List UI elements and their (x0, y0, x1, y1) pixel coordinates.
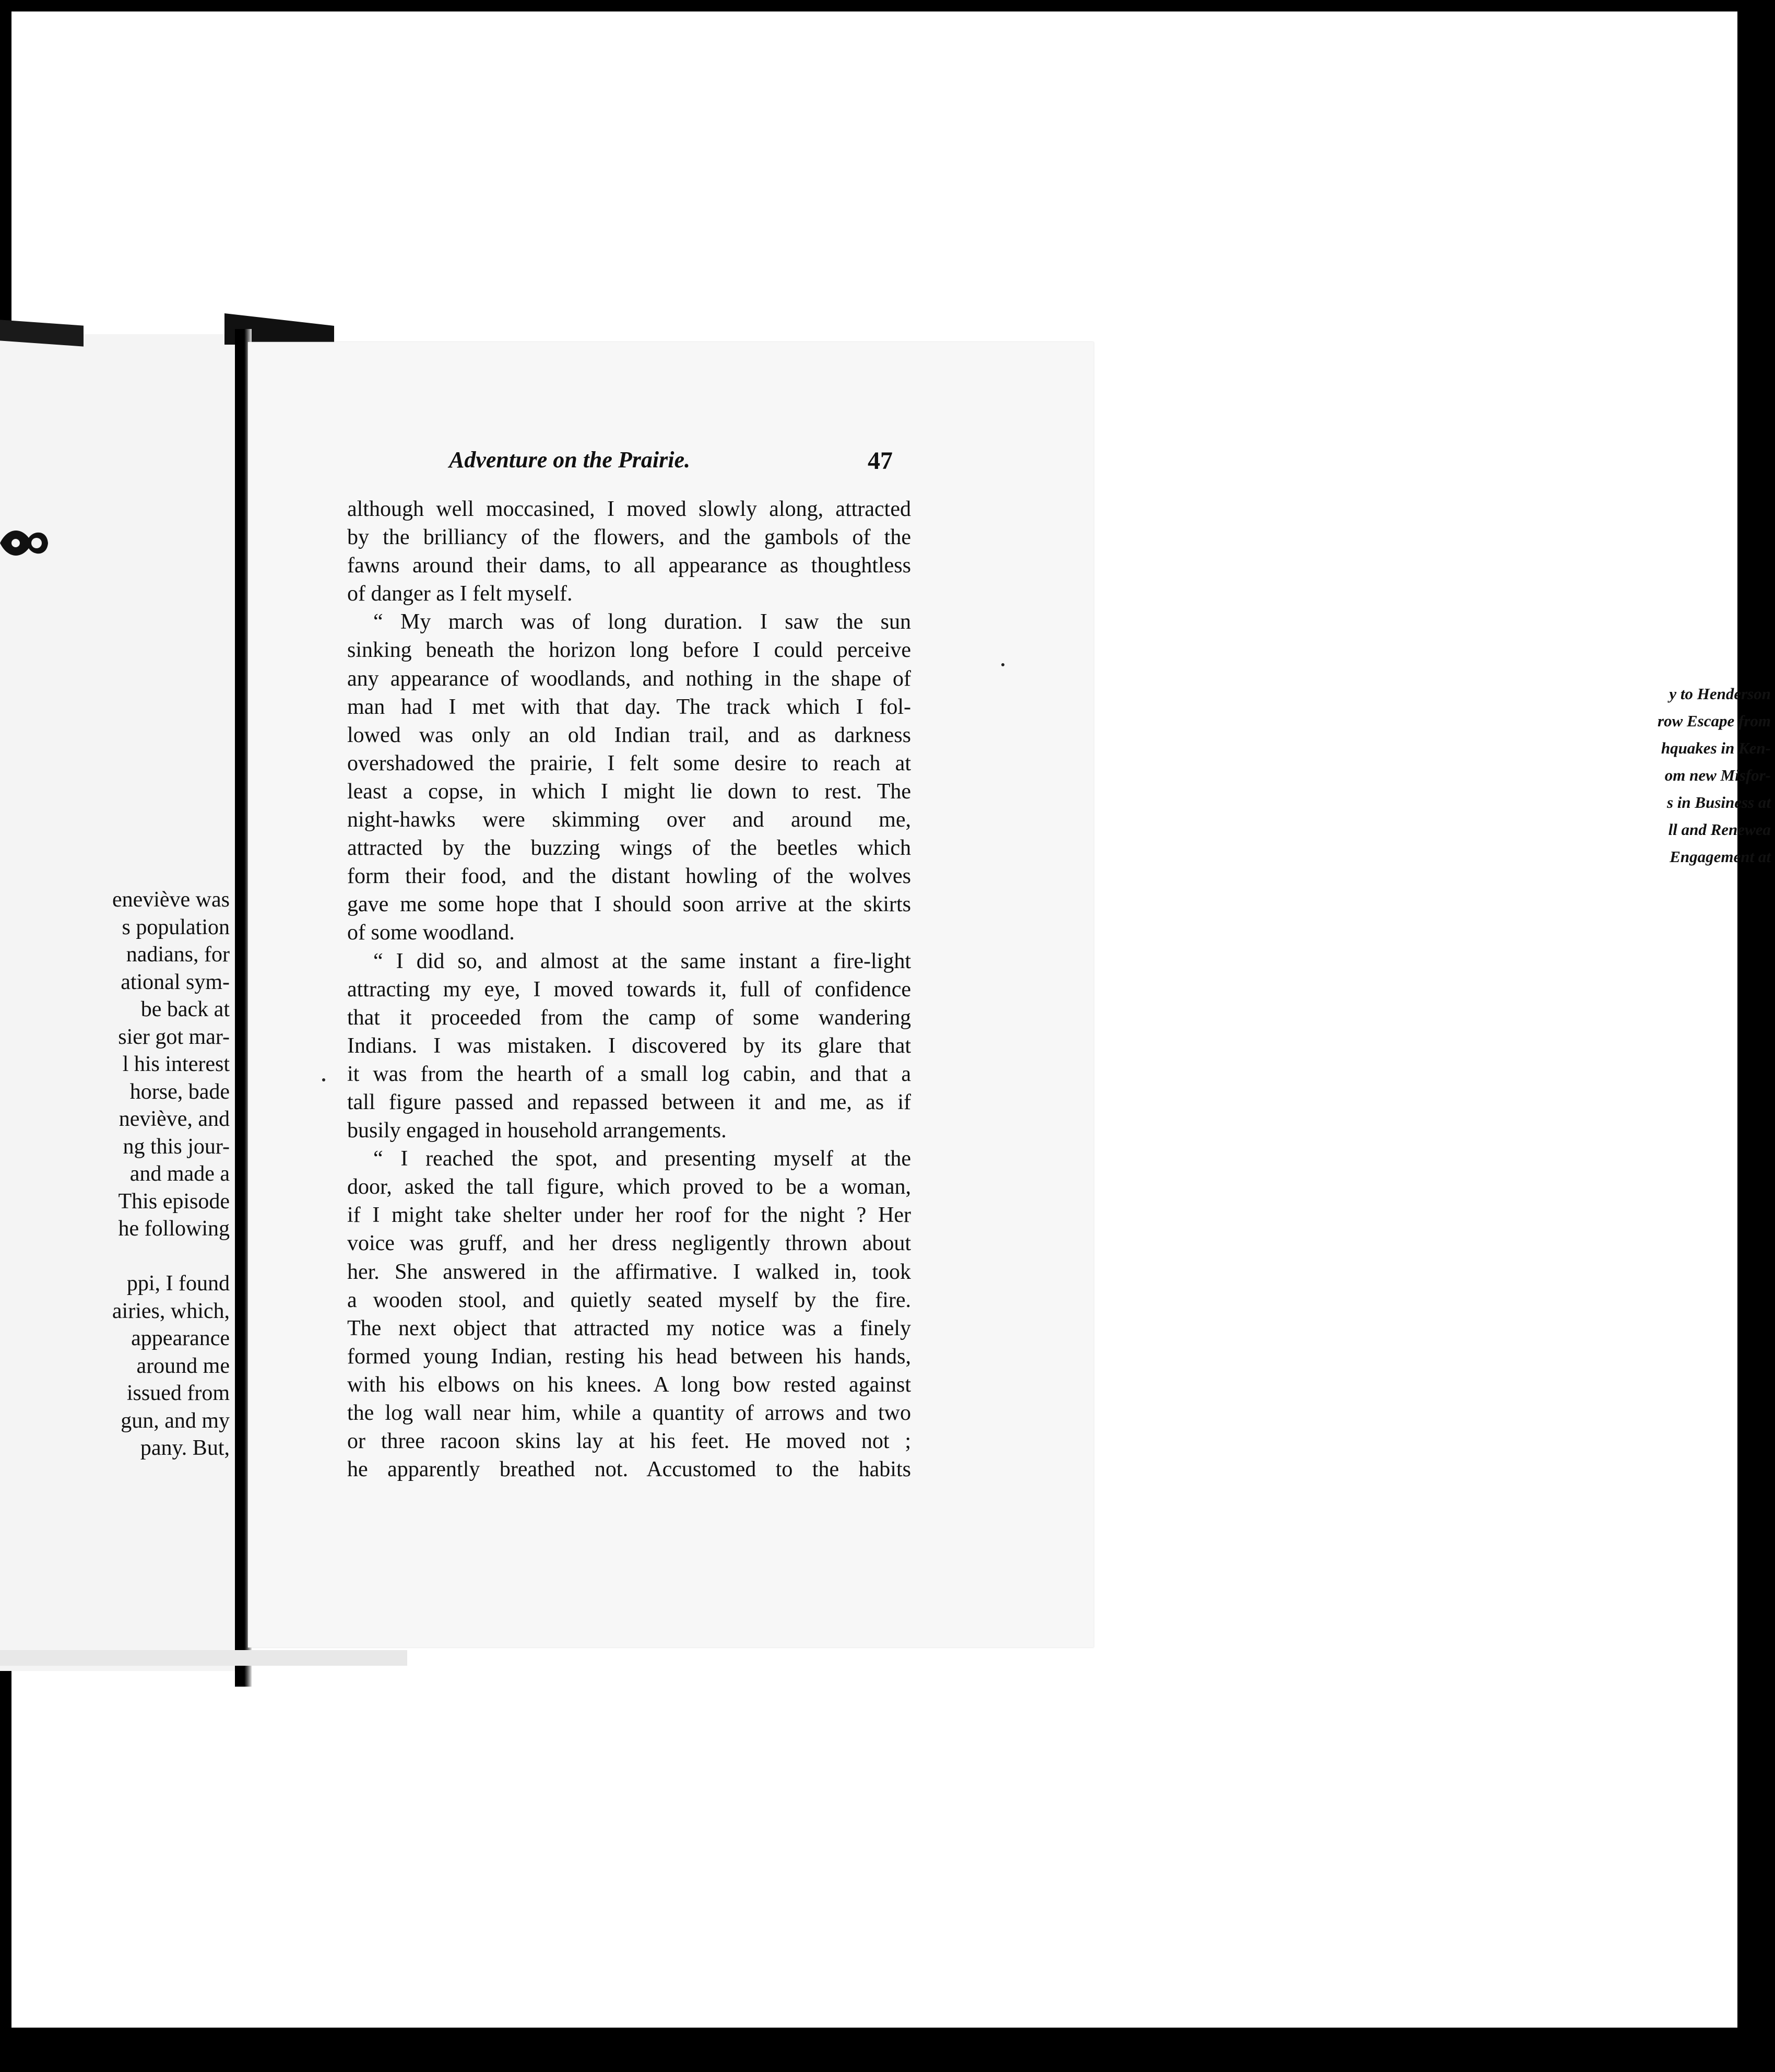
left-text-line: gun, and my (121, 1408, 230, 1433)
left-text-line: and made a (129, 1162, 230, 1186)
chapter-summary (1541, 680, 1771, 870)
text-line: by the brilliancy of the flowers, and the gambols of the (347, 525, 911, 550)
text-line: the log wall near him, while a quantity of arrows and two (347, 1401, 911, 1425)
scan-border-bottom (0, 2028, 1775, 2072)
text-line: with his elbows on his knees. A long bow rested against (347, 1372, 911, 1397)
text-line: or three racoon skins lay at his feet. He moved not ; (347, 1429, 911, 1454)
scan-border-top (0, 0, 1775, 11)
scan-speck (322, 1078, 325, 1081)
left-text-line: ng this jour- (123, 1134, 230, 1159)
text-line: her. She answered in the affirmative. I walked in, took (347, 1259, 911, 1284)
text-line: it was from the hearth of a small log cabin, and that a (347, 1062, 911, 1086)
text-line: “ I did so, and almost at the same instant a fire-light (373, 949, 911, 973)
text-line: tall figure passed and repassed between it and me, as if (347, 1090, 911, 1114)
left-text-line: nadians, for (126, 943, 230, 967)
running-head: Adventure on the Prairie. (449, 447, 691, 473)
scan-speck (1001, 663, 1004, 666)
left-page-text (0, 886, 230, 1462)
text-line: voice was gruff, and her dress negligently thrown about (347, 1231, 911, 1256)
chapter-summary-line: om new Misfor- (1664, 766, 1771, 784)
left-text-line: horse, bade (129, 1079, 230, 1104)
chapter-summary-line: Engagement at (1670, 847, 1771, 866)
left-text-line: appearance (131, 1326, 230, 1350)
left-text-line: around me (136, 1353, 230, 1378)
left-text-line: l his interest (122, 1052, 230, 1076)
page-body-text (347, 495, 911, 1484)
chapter-summary-line: hquakes in Ken- (1661, 739, 1771, 757)
text-line: lowed was only an old Indian trail, and as darkness (347, 723, 911, 747)
text-line: The next object that attracted my notice was a finely (347, 1316, 911, 1340)
text-line: gave me some hope that I should soon arrive at the skirts (347, 892, 911, 917)
text-line: he apparently breathed not. Accustomed to the habits (347, 1457, 911, 1482)
text-line: busily engaged in household arrangements. (347, 1119, 727, 1143)
left-text-line: This episode (118, 1189, 230, 1214)
text-line: of some woodland. (347, 921, 515, 945)
chapter-summary-line: s in Business at (1666, 793, 1771, 811)
text-line: of danger as I felt myself. (347, 582, 573, 606)
page-bottom-edge (0, 1650, 407, 1666)
text-line: any appearance of woodlands, and nothing in the shape of (347, 666, 911, 691)
left-text-line: ppi, I found (126, 1272, 230, 1296)
chapter-summary-line: row Escape from (1658, 712, 1771, 730)
ornament-icon (0, 522, 50, 564)
left-text-line: s population (122, 915, 230, 939)
page-number: 47 (868, 447, 893, 475)
text-line: night-hawks were skimming over and around me, (347, 808, 911, 832)
text-line: “ My march was of long duration. I saw the sun (373, 610, 911, 634)
text-line: sinking beneath the horizon long before I could perceive (347, 638, 911, 663)
text-line: form their food, and the distant howling of the wolves (347, 864, 911, 889)
text-line: a wooden stool, and quietly seated myself by the fire. (347, 1288, 911, 1312)
text-line: that it proceeded from the camp of some wandering (347, 1005, 911, 1030)
text-line: Indians. I was mistaken. I discovered by its glare that (347, 1033, 911, 1058)
left-text-line: issued from (126, 1381, 230, 1405)
text-line: attracting my eye, I moved towards it, full of confidence (347, 977, 911, 1002)
text-line: least a copse, in which I might lie down to rest. The (347, 779, 911, 804)
text-line: fawns around their dams, to all appearance as thoughtless (347, 554, 911, 578)
text-line: door, asked the tall figure, which proved to be a woman, (347, 1175, 911, 1199)
text-line: overshadowed the prairie, I felt some desire to reach at (347, 751, 911, 775)
left-text-line: airies, which, (112, 1299, 230, 1323)
text-line: formed young Indian, resting his head between his hands, (347, 1344, 911, 1369)
left-text-line: he following (118, 1217, 230, 1241)
left-text-line: pany. But, (140, 1436, 230, 1460)
left-text-line: sier got mar- (118, 1025, 230, 1049)
text-line: if I might take shelter under her roof for the night ? Her (347, 1203, 911, 1228)
text-line: “ I reached the spot, and presenting myself at the (373, 1147, 911, 1171)
left-text-line: eneviève was (112, 888, 230, 912)
chapter-summary-line: ll and Renewea (1668, 820, 1771, 839)
chapter-summary-line: y to Henderson (1669, 685, 1771, 703)
left-text-line: neviève, and (119, 1107, 230, 1131)
text-line: although well moccasined, I moved slowly along, attracted (347, 497, 911, 521)
left-text-line: be back at (140, 997, 230, 1021)
left-text-line: ational sym- (121, 970, 230, 994)
text-line: attracted by the buzzing wings of the beetles which (347, 836, 911, 861)
text-line: man had I met with that day. The track which I fol- (347, 694, 911, 719)
left-text-line (0, 1243, 230, 1270)
